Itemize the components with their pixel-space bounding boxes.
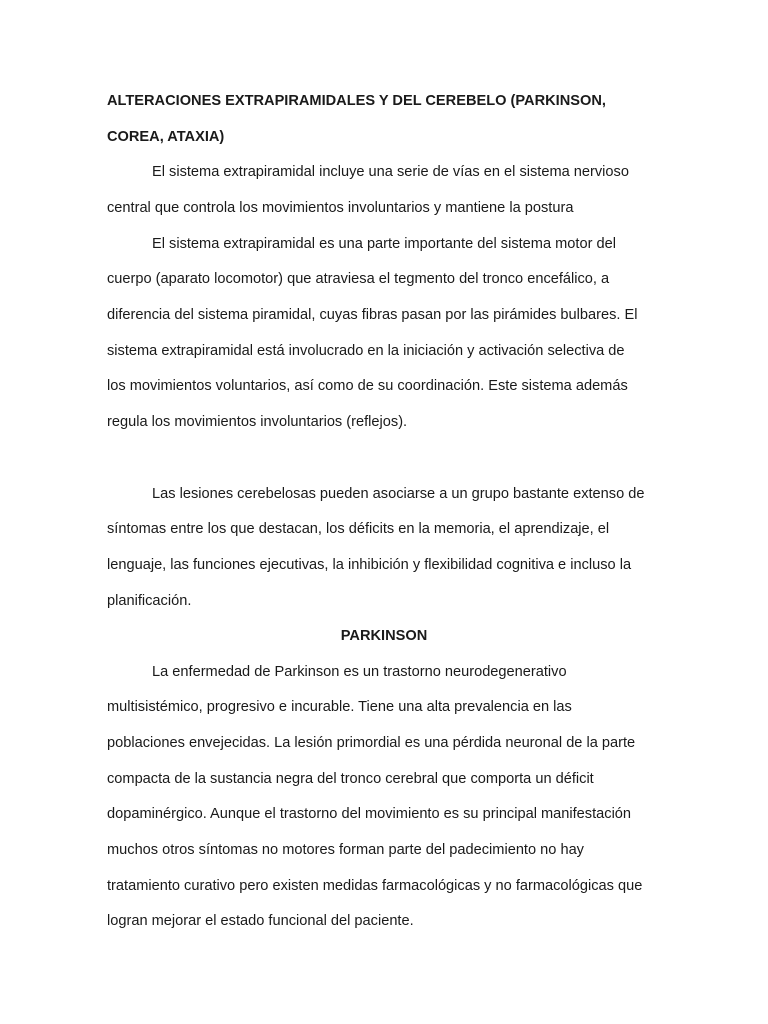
parkinson-paragraph-line-1: La enfermedad de Parkinson es un trastorno neurodegenerativo (152, 664, 567, 680)
parkinson-paragraph-line-2: multisistémico, progresivo e incurable. Tiene una alta prevalencia en las (107, 699, 572, 715)
paragraph-2-line-2: cuerpo (aparato locomotor) que atraviesa el tegmento del tronco encefálico, a (107, 271, 610, 287)
paragraph-2-line-1: El sistema extrapiramidal es una parte importante del sistema motor del (152, 236, 616, 252)
parkinson-paragraph-line-8: logran mejorar el estado funcional del paciente. (107, 913, 414, 929)
paragraph-1-line-2: central que controla los movimientos involuntarios y mantiene la postura (107, 200, 574, 216)
paragraph-2-line-4: sistema extrapiramidal está involucrado en la iniciación y activación selectiva de (107, 343, 625, 359)
section-heading-parkinson: PARKINSON (340, 628, 428, 644)
paragraph-2-line-5: los movimientos voluntarios, así como de su coordinación. Este sistema además (107, 378, 628, 394)
parkinson-paragraph-line-5: dopaminérgico. Aunque el trastorno del movimiento es su principal manifestación (107, 806, 632, 822)
parkinson-paragraph-line-3: poblaciones envejecidas. La lesión primordial es una pérdida neuronal de la parte (107, 735, 636, 751)
paragraph-3-line-4: planificación. (107, 593, 192, 609)
paragraph-2-line-3: diferencia del sistema piramidal, cuyas fibras pasan por las pirámides bulbares. El (107, 307, 638, 323)
parkinson-paragraph-line-7: tratamiento curativo pero existen medidas farmacológicas y no farmacológicas que (107, 878, 643, 894)
document-title-line-2: COREA, ATAXIA) (107, 129, 225, 145)
document-title-line-1: ALTERACIONES EXTRAPIRAMIDALES Y DEL CEREBELO (PARKINSON, (107, 93, 606, 109)
paragraph-3-line-3: lenguaje, las funciones ejecutivas, la inhibición y flexibilidad cognitiva e incluso la (107, 557, 632, 573)
parkinson-paragraph-line-6: muchos otros síntomas no motores forman parte del padecimiento no hay (107, 842, 584, 858)
parkinson-paragraph-line-4: compacta de la sustancia negra del tronco cerebral que comporta un déficit (107, 771, 594, 787)
paragraph-3-line-1: Las lesiones cerebelosas pueden asociarse a un grupo bastante extenso de (152, 486, 645, 502)
paragraph-1-line-1: El sistema extrapiramidal incluye una serie de vías en el sistema nervioso (152, 164, 629, 180)
paragraph-3-line-2: síntomas entre los que destacan, los déficits en la memoria, el aprendizaje, el (107, 521, 610, 537)
paragraph-2-line-6: regula los movimientos involuntarios (reflejos). (107, 414, 408, 430)
